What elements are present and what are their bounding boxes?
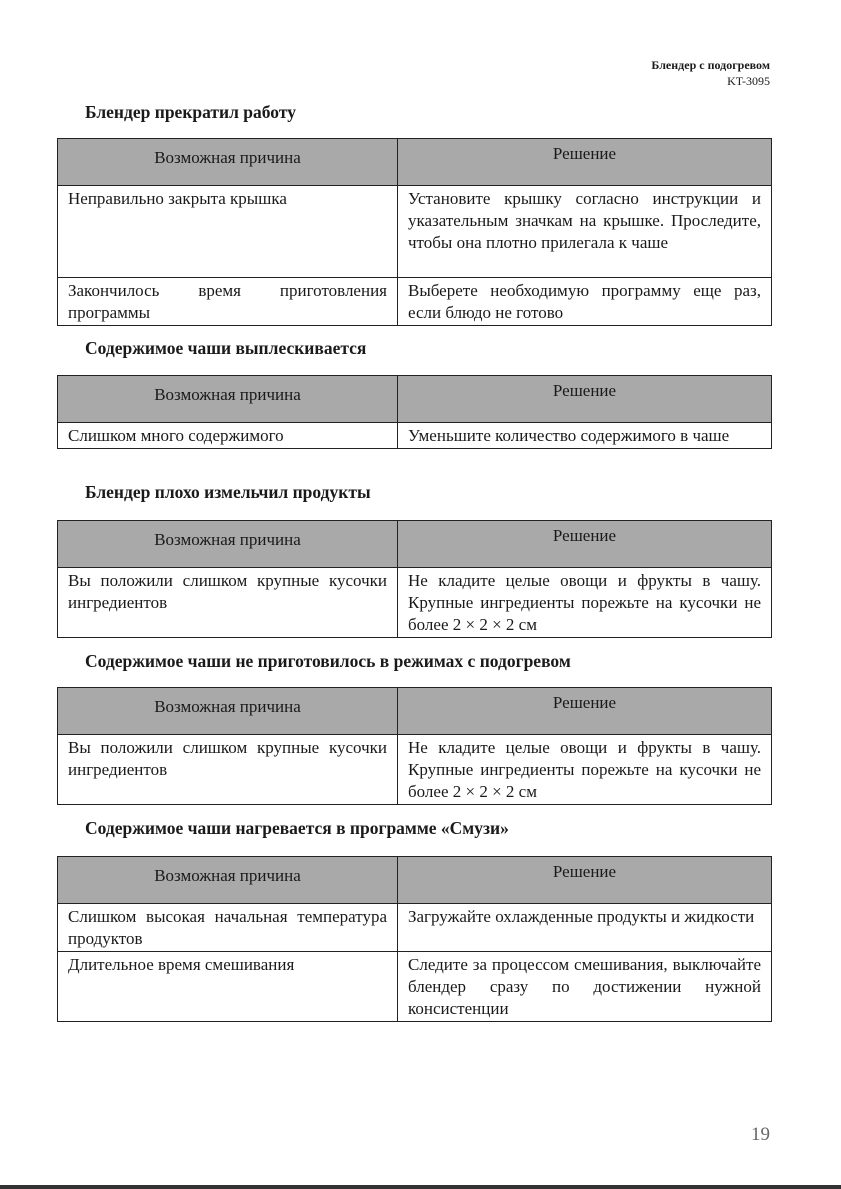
table-row (58, 952, 772, 1022)
cause-cell: Слишком много содержимого (58, 423, 398, 449)
table-row (58, 735, 772, 805)
section-title: Содержимое чаши нагревается в программе «Смузи» (85, 818, 509, 838)
header-solution: Решение (398, 857, 772, 904)
solution-cell: Следите за процессом смешивания, выключайте блендер сразу по достижении нужной консистенции (398, 952, 772, 1022)
troubleshooting-table (57, 687, 772, 805)
troubleshooting-table (57, 375, 772, 449)
cause-cell: Вы положили слишком крупные кусочки ингредиентов (58, 735, 398, 805)
header-cause: Возможная причина (58, 857, 398, 904)
product-model: KT-3095 (727, 74, 770, 88)
troubleshooting-table (57, 138, 772, 326)
section-title: Блендер плохо измельчил продукты (85, 482, 371, 502)
section-title: Содержимое чаши не приготовилось в режимах с подогревом (85, 651, 571, 671)
header-cause: Возможная причина (58, 521, 398, 568)
header-cause: Возможная причина (58, 376, 398, 423)
solution-cell: Не кладите целые овощи и фрукты в чашу. Крупные ингредиенты порежьте на кусочки не более 2 × 2 × 2 см (398, 568, 772, 638)
cause-cell: Закончилось время приготовления программы (58, 278, 398, 326)
cause-cell: Длительное время смешивания (58, 952, 398, 1022)
solution-cell: Не кладите целые овощи и фрукты в чашу. Крупные ингредиенты порежьте на кусочки не более 2 × 2 × 2 см (398, 735, 772, 805)
section-title: Блендер прекратил работу (85, 102, 296, 122)
table-row (58, 423, 772, 449)
troubleshooting-table (57, 520, 772, 638)
table-header-row (58, 688, 772, 735)
header-solution: Решение (398, 376, 772, 423)
table-header-row (58, 857, 772, 904)
product-title: Блендер с подогревом (651, 58, 770, 72)
header-solution: Решение (398, 521, 772, 568)
section-title: Содержимое чаши выплескивается (85, 338, 367, 358)
solution-cell: Установите крышку согласно инструкции и указательным значкам на крышке. Проследите, чтобы она плотно прилегала к чаше (398, 186, 772, 278)
header-solution: Решение (398, 139, 772, 186)
table-header-row (58, 376, 772, 423)
cause-cell: Неправильно закрыта крышка (58, 186, 398, 278)
page-header (651, 57, 770, 89)
table-header-row (58, 521, 772, 568)
table-row (58, 186, 772, 278)
solution-cell: Выберете необходимую программу еще раз, если блюдо не готово (398, 278, 772, 326)
cause-cell: Слишком высокая начальная температура продуктов (58, 904, 398, 952)
header-cause: Возможная причина (58, 688, 398, 735)
table-row (58, 568, 772, 638)
table-row (58, 278, 772, 326)
header-solution: Решение (398, 688, 772, 735)
solution-cell: Уменьшите количество содержимого в чаше (398, 423, 772, 449)
table-header-row (58, 139, 772, 186)
header-cause: Возможная причина (58, 139, 398, 186)
troubleshooting-table (57, 856, 772, 1022)
solution-cell: Загружайте охлажденные продукты и жидкости (398, 904, 772, 952)
page-number: 19 (751, 1124, 770, 1145)
bottom-rule (0, 1185, 841, 1189)
cause-cell: Вы положили слишком крупные кусочки ингредиентов (58, 568, 398, 638)
table-row (58, 904, 772, 952)
